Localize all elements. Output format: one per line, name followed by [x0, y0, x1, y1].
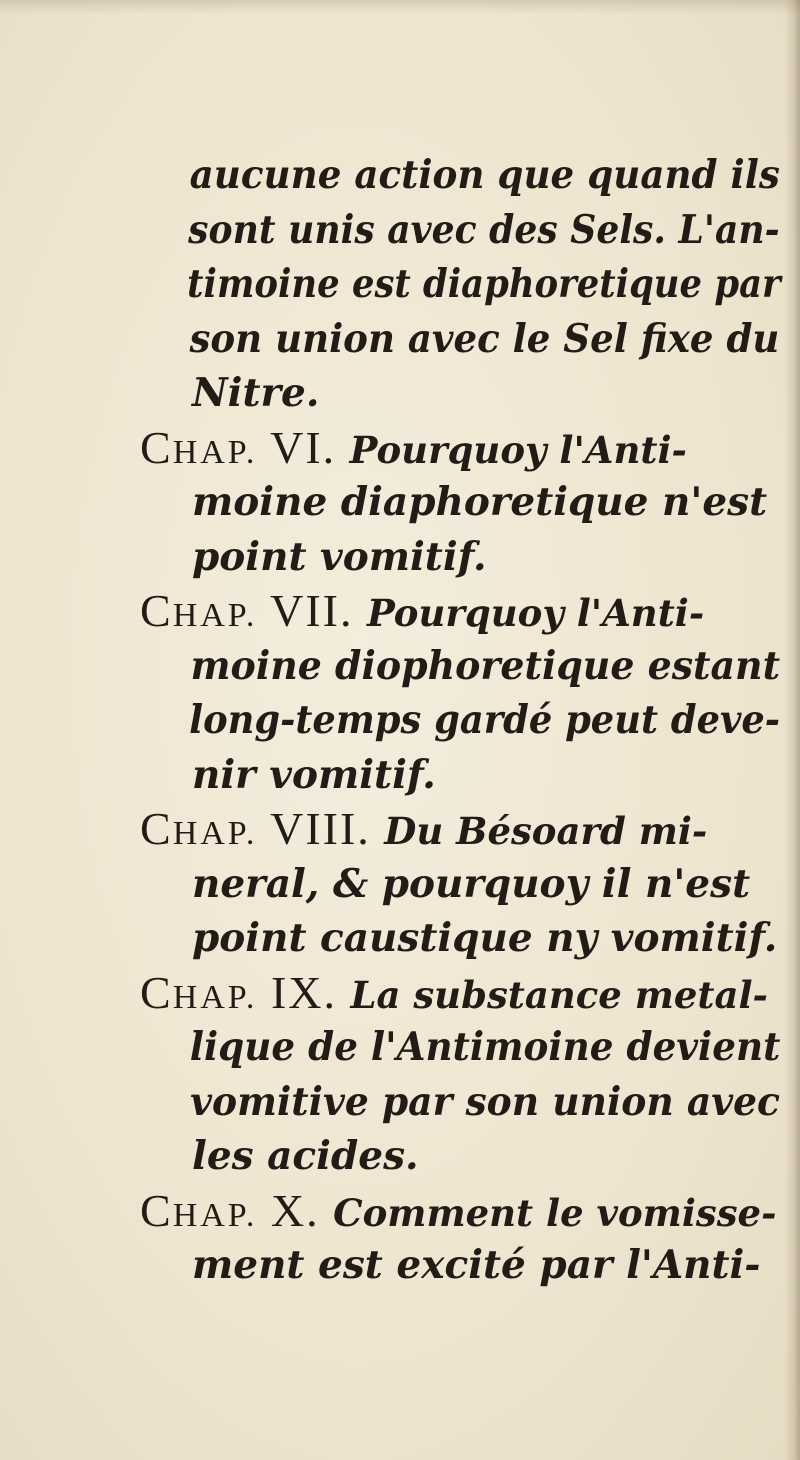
- chapter-label-initial: C: [140, 803, 173, 854]
- text-line: moine diaphoretique n'est: [192, 479, 768, 525]
- text-line: moine diophoretique estant: [190, 642, 781, 689]
- chapter-label-initial: C: [140, 1184, 173, 1236]
- page-top-shadow: [0, 0, 800, 14]
- chapter-label-rest: HAP.: [172, 815, 258, 852]
- text-line: vomitive par son union avec: [190, 1078, 780, 1125]
- text-line: timoine est diaphoretique par: [187, 261, 781, 307]
- text-line: les acides.: [192, 1133, 419, 1179]
- chapter-heading: [140, 802, 780, 857]
- chapter-numeral: X.: [270, 1184, 320, 1236]
- chapter-label-initial: C: [140, 421, 173, 473]
- text-block: [140, 148, 780, 1293]
- text-line: aucune action que quand ils: [189, 152, 780, 198]
- text-line: ment est excité par l'Anti-: [192, 1242, 761, 1288]
- chapter-title: Pourquoy l'Anti-: [349, 427, 687, 472]
- text-line: son union avec le Sel fixe du: [189, 315, 780, 362]
- chapter-numeral: VIII.: [270, 803, 371, 854]
- chapter-heading: [140, 966, 780, 1021]
- chapter-numeral: VII.: [270, 585, 354, 636]
- text-line: neral, & pourquoy il n'est: [192, 860, 751, 907]
- chapter-label-rest: HAP.: [172, 433, 258, 471]
- text-line: Nitre.: [192, 370, 320, 416]
- chapter-title: Du Bésoard mi-: [384, 809, 708, 853]
- chapter-label-initial: C: [140, 585, 173, 636]
- chapter-title: Pourquoy l'Anti-: [366, 591, 705, 635]
- text-line: point vomitif.: [192, 533, 487, 580]
- chapter-numeral: IX.: [270, 966, 337, 1018]
- chapter-label-initial: C: [140, 966, 173, 1018]
- text-line: nir vomitif.: [192, 751, 436, 798]
- page-edge-shadow: [784, 0, 800, 1460]
- chapter-numeral: VI.: [270, 421, 337, 473]
- text-line: lique de l'Antimoine devient: [189, 1024, 781, 1070]
- text-line: long-temps gardé peut deve-: [189, 697, 781, 743]
- text-line: sont unis avec des Sels. L'an-: [188, 206, 780, 253]
- chapter-heading: [140, 1184, 780, 1239]
- chapter-label-rest: HAP.: [172, 978, 258, 1016]
- chapter-heading: [140, 421, 780, 476]
- chapter-title: La substance metal-: [350, 972, 768, 1017]
- chapter-label-rest: HAP.: [172, 597, 258, 634]
- chapter-heading: [140, 584, 780, 639]
- text-line: point caustique ny vomitif.: [192, 915, 778, 961]
- chapter-label-rest: HAP.: [172, 1196, 258, 1234]
- chapter-title: Comment le vomisse-: [333, 1190, 777, 1235]
